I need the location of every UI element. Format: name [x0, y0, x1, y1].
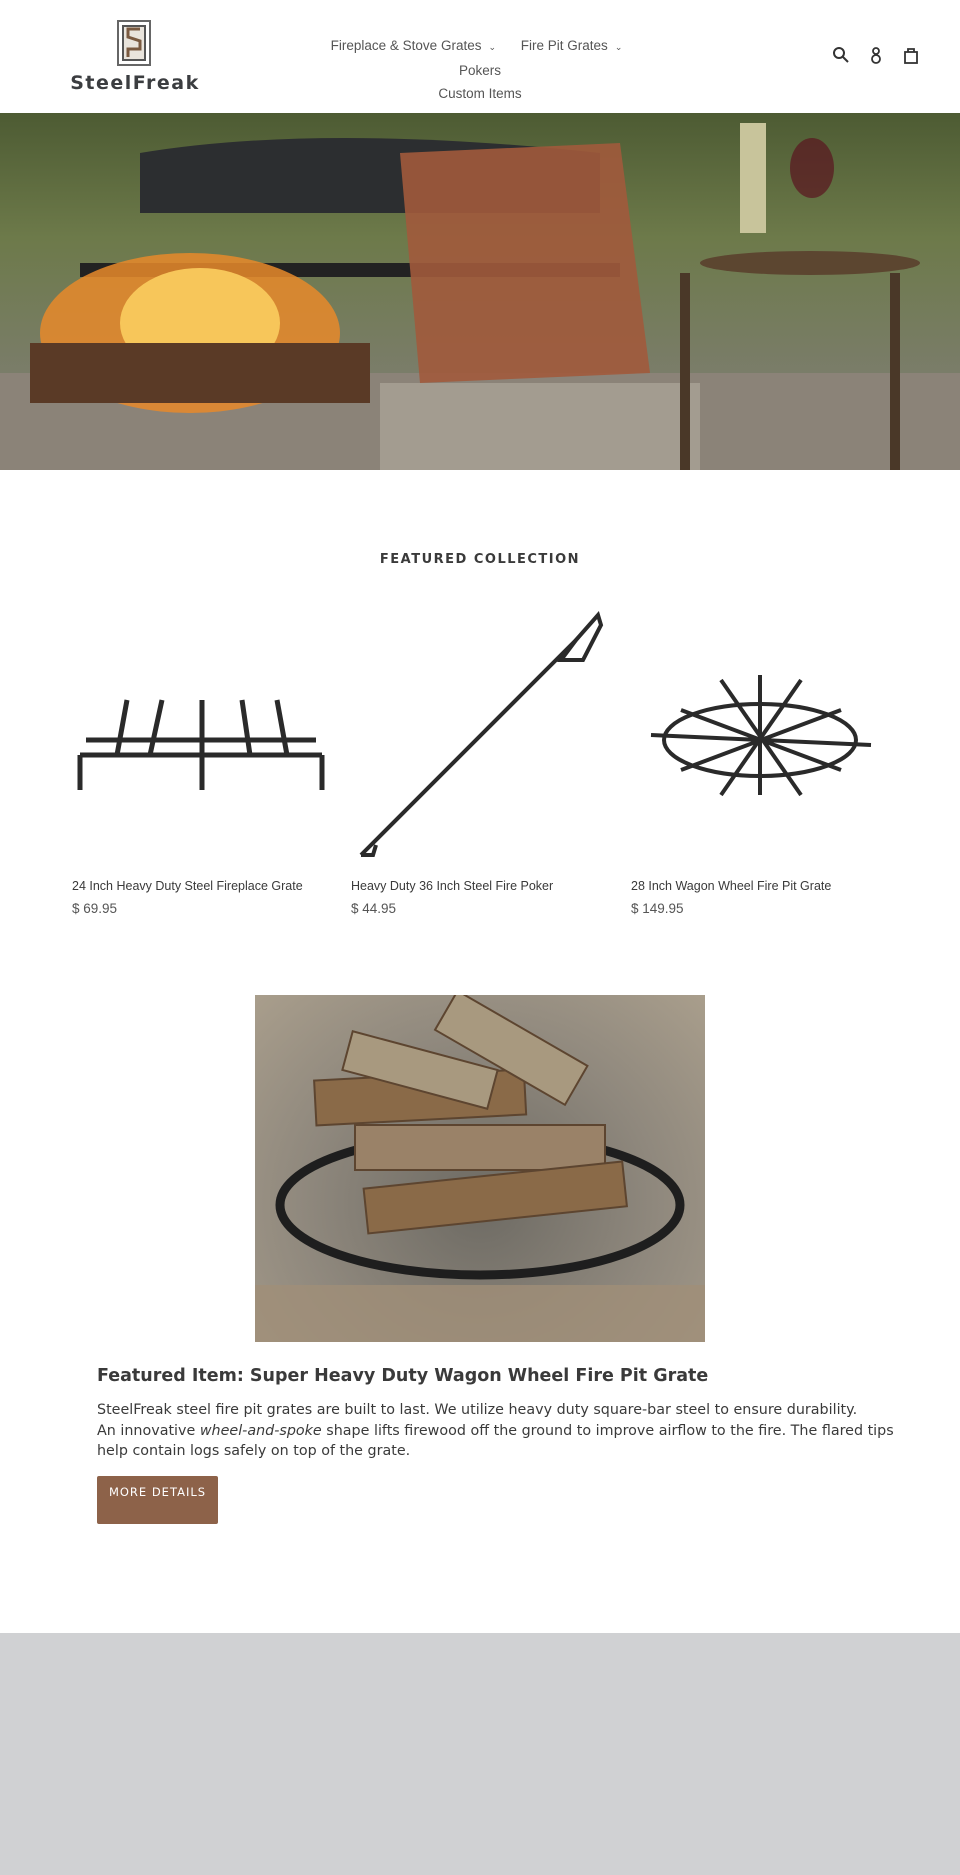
product-image	[351, 605, 611, 867]
nav-label: Fireplace & Stove Grates	[330, 38, 482, 53]
featured-item-heading: Featured Item: Super Heavy Duty Wagon Wheel Fire Pit Grate	[97, 1366, 709, 1386]
product-image	[72, 605, 332, 867]
product-price: $ 44.95	[351, 901, 397, 916]
product-card[interactable]	[351, 605, 611, 916]
product-card[interactable]	[72, 605, 332, 916]
main-nav	[300, 34, 660, 105]
chevron-down-icon: ⌄	[614, 42, 623, 52]
description-line-1: SteelFreak steel fire pit grates are built to last. We utilize heavy duty square-bar steel to ensure durability.	[97, 1402, 858, 1418]
featured-collection-title: FEATURED COLLECTION	[379, 552, 581, 567]
search-icon[interactable]	[832, 46, 850, 64]
nav-pokers[interactable]: Pokers	[458, 63, 502, 78]
description-text: shape lifts firewood off the ground to improve airflow to the fire. The flared tips help contain logs safely on top of the grate.	[97, 1422, 894, 1459]
logo-mark-icon	[117, 20, 151, 66]
chevron-down-icon: ⌄	[488, 42, 497, 52]
description-text: An innovative	[97, 1422, 200, 1439]
nav-label: Fire Pit Grates	[520, 38, 608, 53]
nav-fire-pit-grates[interactable]	[521, 38, 630, 53]
product-title[interactable]: Heavy Duty 36 Inch Steel Fire Poker	[351, 879, 554, 893]
product-image	[631, 605, 891, 867]
product-card[interactable]	[631, 605, 891, 916]
product-price: $ 149.95	[631, 901, 684, 916]
hero-image	[0, 113, 960, 470]
nav-fireplace-stove-grates[interactable]	[331, 38, 503, 53]
site-header	[0, 0, 960, 113]
product-title[interactable]: 28 Inch Wagon Wheel Fire Pit Grate	[631, 879, 832, 893]
product-price: $ 69.95	[72, 901, 118, 916]
more-details-button[interactable]: MORE DETAILS	[97, 1476, 218, 1524]
logo-text: SteelFreak	[70, 72, 200, 94]
footer	[0, 1633, 960, 1875]
featured-item-image	[255, 995, 705, 1342]
account-icon[interactable]	[867, 46, 885, 64]
cart-icon[interactable]	[902, 46, 920, 64]
featured-item-description	[97, 1400, 897, 1462]
product-title[interactable]: 24 Inch Heavy Duty Steel Fireplace Grate	[72, 879, 303, 893]
description-emphasis: wheel-and-spoke	[199, 1422, 322, 1439]
nav-custom-items[interactable]: Custom Items	[438, 86, 522, 101]
logo[interactable]	[52, 20, 218, 94]
